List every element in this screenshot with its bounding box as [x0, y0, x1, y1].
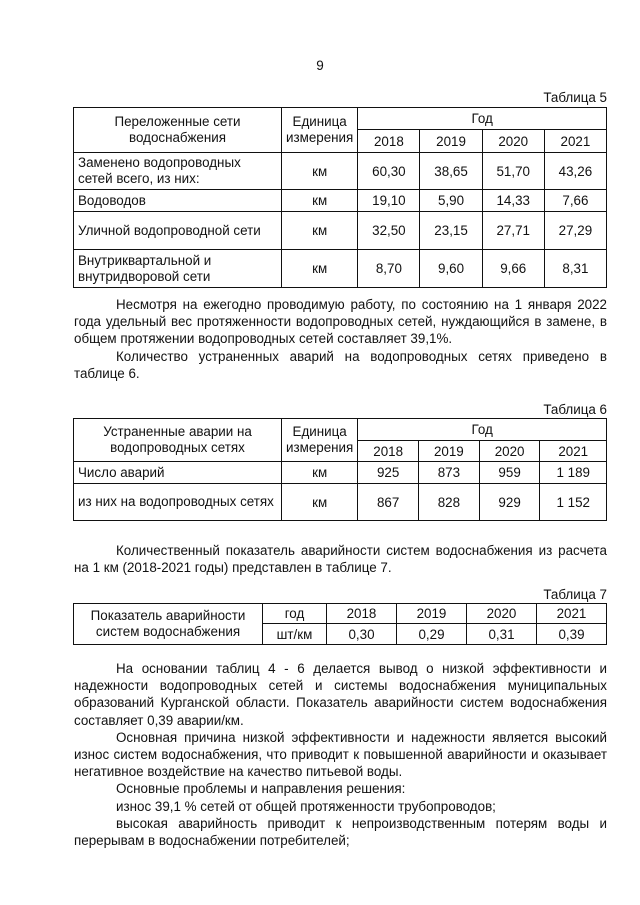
cell-value: 27,71	[482, 212, 544, 250]
cell-value: 43,26	[544, 153, 606, 190]
paragraph: Количественный показатель аварийности систем водоснабжения из расчета на 1 км (2018-2021 годы) представлен в таблице 7.	[74, 543, 607, 576]
table6-year: 2021	[540, 441, 607, 462]
table7	[73, 603, 607, 645]
cell-value: 19,10	[358, 190, 420, 212]
cell-value: 27,29	[544, 212, 606, 250]
cell-value: 867	[358, 484, 419, 521]
table5-year: 2018	[358, 130, 420, 153]
row-label: из них на водопроводных сетях	[74, 484, 282, 521]
table6	[73, 418, 607, 521]
table6-header-col1: Устраненные аварии на водопроводных сетях	[74, 419, 282, 462]
table5-year: 2020	[482, 130, 544, 153]
row-label: Заменено водопроводных сетей всего, из них:	[74, 153, 282, 190]
paragraph: Количество устраненных аварий на водопроводных сетях приведено в таблице 6.	[74, 348, 607, 381]
row-unit: км	[282, 212, 358, 250]
text-block-2	[74, 542, 607, 576]
table6-year: 2019	[419, 441, 480, 462]
cell-value: 0,39	[537, 624, 607, 645]
table5	[73, 107, 607, 288]
row-unit: км	[282, 153, 358, 190]
table7-year: 2018	[327, 604, 397, 624]
table7-year: 2019	[397, 604, 467, 624]
list-item: высокая аварийность приводит к непроизводственным потерям воды и перерывам в водоснабжении потребителей;	[74, 815, 607, 849]
row-label: Водоводов	[74, 190, 282, 212]
cell-value: 5,90	[420, 190, 482, 212]
text-block-3	[74, 660, 607, 849]
cell-value: 959	[479, 462, 540, 484]
cell-value: 32,50	[358, 212, 420, 250]
cell-value: 7,66	[544, 190, 606, 212]
paragraph: Основная причина низкой эффективности и надежности является высокий износ систем водоснабжения, что приводит к повышенной аварийности и оказывает негативное воздействие на качество питьевой воды.	[74, 729, 607, 780]
table5-header-col1: Переложенные сети водоснабжения	[74, 108, 282, 153]
table-row	[74, 462, 607, 484]
paragraph: Основные проблемы и направления решения:	[116, 781, 406, 797]
table5-caption: Таблица 5	[543, 90, 607, 105]
table6-year: 2018	[358, 441, 419, 462]
cell-value: 8,31	[544, 250, 606, 288]
row-label: Внутриквартальной и внутридворовой сети	[74, 250, 282, 288]
cell-value: 929	[479, 484, 540, 521]
row-unit: км	[282, 484, 358, 521]
table7-label: Показатель аварийности систем водоснабжения	[74, 604, 263, 645]
table-row	[74, 153, 607, 190]
table6-year: 2020	[479, 441, 540, 462]
cell-value: 9,60	[420, 250, 482, 288]
text-block-1	[74, 296, 607, 382]
cell-value: 60,30	[358, 153, 420, 190]
cell-value: 0,29	[397, 624, 467, 645]
table7-unit: шт/км	[263, 624, 327, 645]
table-row	[74, 190, 607, 212]
table7-caption: Таблица 7	[543, 587, 607, 602]
row-label: Уличной водопроводной сети	[74, 212, 282, 250]
cell-value: 38,65	[420, 153, 482, 190]
row-unit: км	[282, 462, 358, 484]
table6-header-year: Год	[358, 419, 607, 441]
table5-header-unit: Единица измерения	[282, 108, 358, 153]
row-unit: км	[282, 190, 358, 212]
table5-year: 2021	[544, 130, 606, 153]
cell-value: 14,33	[482, 190, 544, 212]
table-row	[74, 484, 607, 521]
row-label: Число аварий	[74, 462, 282, 484]
list-item: износ 39,1 % сетей от общей протяженности трубопроводов;	[116, 798, 496, 814]
cell-value: 0,31	[467, 624, 537, 645]
table-row	[74, 212, 607, 250]
table5-year: 2019	[420, 130, 482, 153]
table6-header-unit: Единица измерения	[282, 419, 358, 462]
cell-value: 925	[358, 462, 419, 484]
row-unit: км	[282, 250, 358, 288]
cell-value: 51,70	[482, 153, 544, 190]
table7-year: 2020	[467, 604, 537, 624]
cell-value: 23,15	[420, 212, 482, 250]
table6-caption: Таблица 6	[543, 402, 607, 417]
cell-value: 1 189	[540, 462, 607, 484]
page-number: 9	[316, 58, 324, 73]
paragraph: Несмотря на ежегодно проводимую работу, по состоянию на 1 января 2022 года удельный вес протяженности водопроводных сетей, нуждающийся в замене, в общем протяжении водопроводных сетей составляет 39,1%.	[74, 297, 607, 347]
table5-header-year: Год	[358, 108, 607, 130]
cell-value: 828	[419, 484, 480, 521]
cell-value: 0,30	[327, 624, 397, 645]
cell-value: 9,66	[482, 250, 544, 288]
table-row	[74, 250, 607, 288]
cell-value: 8,70	[358, 250, 420, 288]
paragraph: На основании таблиц 4 - 6 делается вывод о низкой эффективности и надежности водопроводных сетей и системы водоснабжения муниципальных образований Курганской области. Показатель аварийности систем водоснабжения составляет 0,39 аварии/км.	[74, 661, 607, 728]
cell-value: 873	[419, 462, 480, 484]
table7-year-label: год	[263, 604, 327, 624]
table7-year: 2021	[537, 604, 607, 624]
cell-value: 1 152	[540, 484, 607, 521]
